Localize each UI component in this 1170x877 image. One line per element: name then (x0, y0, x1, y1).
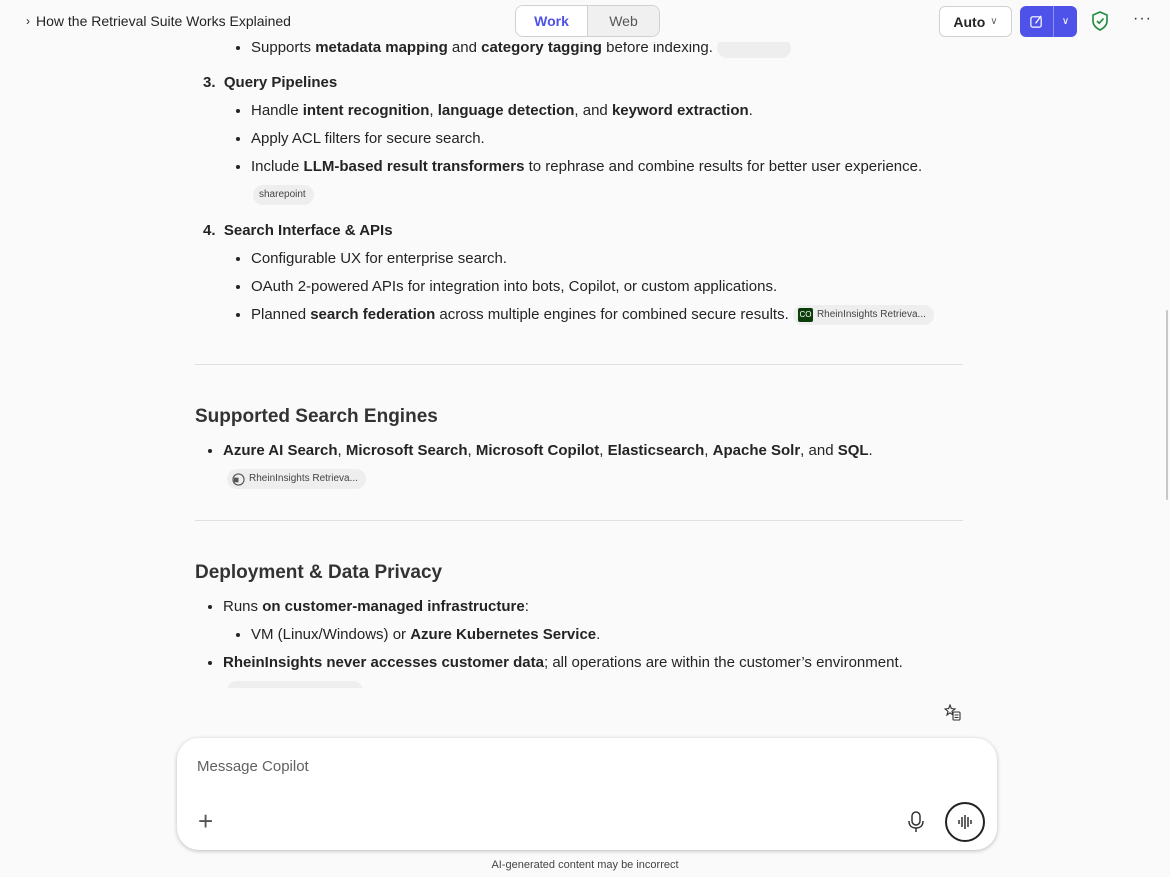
list-item: • Supports metadata mapping and category tagging before indexing. (251, 42, 963, 62)
list-item: • RheinInsights never accesses customer data; all operations are within the customer’s environment. (223, 649, 963, 677)
list-item: • Azure AI Search, Microsoft Search, Microsoft Copilot, Elasticsearch, Apache Solr, and SQL. (223, 437, 963, 465)
new-chat-button[interactable] (1020, 6, 1053, 37)
microphone-icon[interactable] (906, 810, 926, 834)
citation-chip[interactable] (717, 42, 791, 58)
chevron-right-icon: › (26, 14, 30, 28)
list-item: • Configurable UX for enterprise search. (251, 245, 963, 273)
sharepoint-icon (232, 473, 245, 486)
chat-scroll-area (0, 42, 1170, 688)
prompt-suggestions-icon[interactable] (944, 704, 962, 722)
message-composer (177, 738, 997, 850)
message-input[interactable]: Message Copilot (197, 758, 309, 775)
citation-chip[interactable]: sharepoint (253, 185, 314, 205)
list-item: • Include LLM-based result transformers to rephrase and combine results for better user experience. (251, 153, 963, 181)
disclaimer: AI-generated content may be incorrect (491, 859, 679, 871)
scrollbar[interactable] (1166, 310, 1168, 500)
section-heading: Supported Search Engines (195, 406, 438, 427)
waveform-icon (956, 813, 974, 831)
citation-chip[interactable]: CO RheinInsights Retrieva... (793, 305, 934, 325)
chevron-down-icon: ∨ (990, 16, 998, 27)
more-options-icon[interactable]: ··· (1133, 10, 1152, 27)
new-chat-button-group (1020, 6, 1077, 37)
shield-check-icon[interactable] (1091, 11, 1109, 31)
list-item: • Planned search federation across multiple engines for combined secure results. CO RheinInsights Retrieva... (251, 301, 963, 329)
citation-chip[interactable]: RheinInsights Retrieva... (227, 469, 366, 489)
section-heading: 3. Query Pipelines (203, 74, 338, 91)
source-logo: CO (798, 308, 813, 322)
section-heading: Deployment & Data Privacy (195, 562, 443, 583)
model-select[interactable]: Auto ∨ (939, 6, 1012, 37)
list-item: • Apply ACL filters for secure search. (251, 125, 963, 153)
section-heading: 4. Search Interface & APIs (203, 222, 393, 239)
voice-mode-button[interactable] (945, 802, 985, 842)
tab-work[interactable]: Work (516, 6, 587, 36)
add-attachment-icon[interactable]: + (198, 806, 214, 836)
conversation-title[interactable]: › How the Retrieval Suite Works Explained (26, 13, 291, 29)
response-content (195, 42, 963, 688)
top-bar (0, 0, 1170, 42)
list-item: • Runs on customer-managed infrastructure: (223, 593, 963, 621)
citation-chip[interactable] (227, 681, 363, 688)
new-chat-dropdown[interactable]: ∨ (1053, 6, 1077, 37)
list-item: • OAuth 2-powered APIs for integration into bots, Copilot, or custom applications. (251, 273, 963, 301)
list-item: • VM (Linux/Windows) or Azure Kubernetes Service. (251, 621, 963, 649)
tab-web[interactable]: Web (587, 6, 659, 36)
compose-icon (1029, 14, 1044, 29)
list-item: • Handle intent recognition, language detection, and keyword extraction. (251, 97, 963, 125)
mode-toggle (515, 5, 660, 37)
